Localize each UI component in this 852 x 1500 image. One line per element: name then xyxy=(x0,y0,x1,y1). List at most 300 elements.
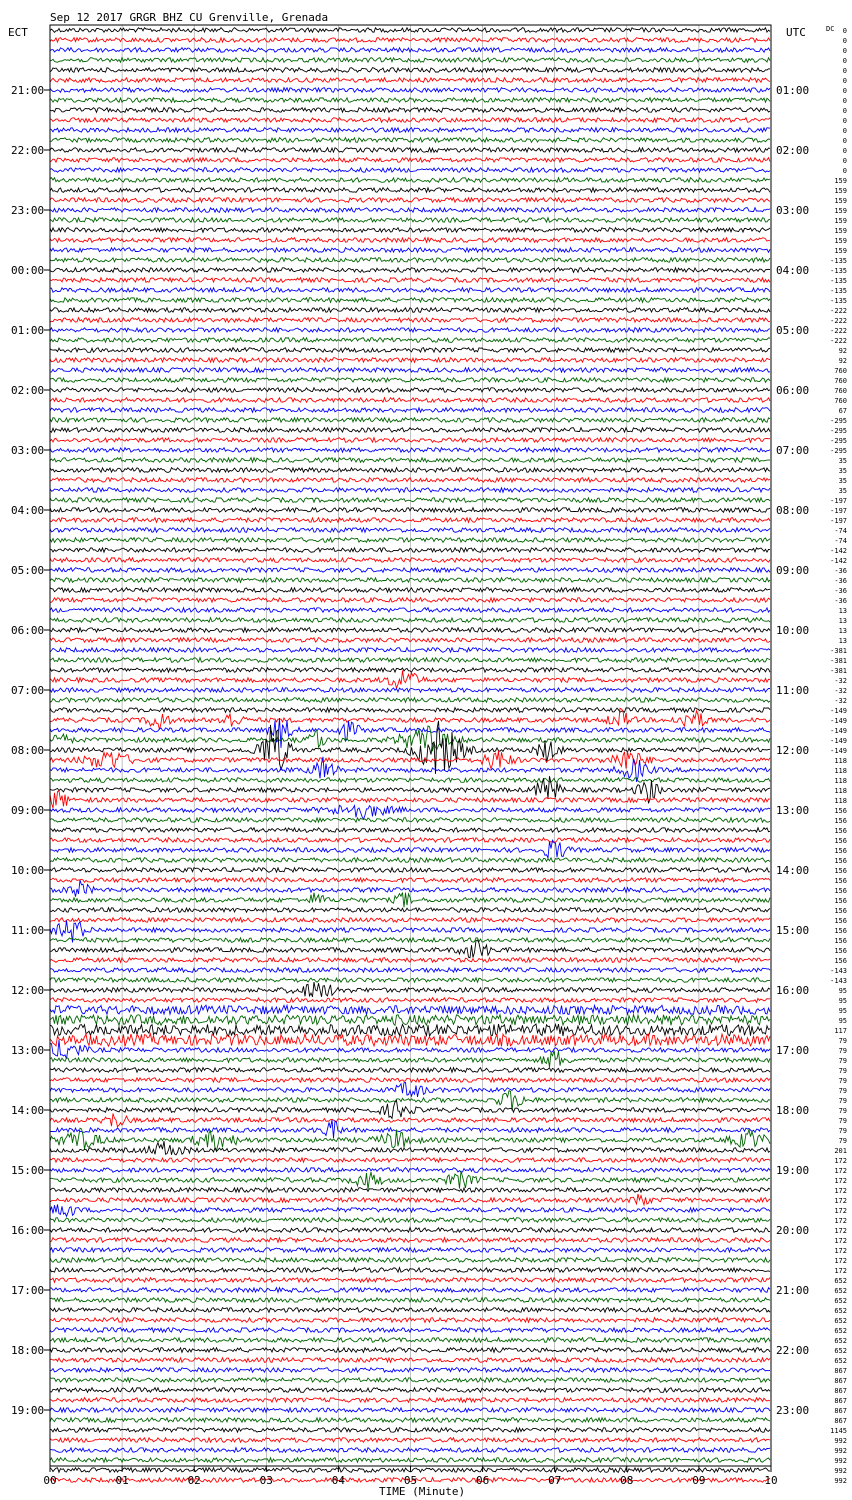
utc-hour-label: 02:00 xyxy=(776,144,810,157)
dc-offset-value: 79 xyxy=(838,1077,847,1085)
seismic-trace xyxy=(50,1338,770,1343)
seismic-trace xyxy=(50,958,770,963)
dc-offset-column xyxy=(830,27,847,1485)
dc-offset-value: 652 xyxy=(834,1357,847,1365)
seismic-trace xyxy=(50,488,770,493)
seismic-trace xyxy=(50,438,770,443)
seismic-trace xyxy=(50,982,770,997)
seismic-trace xyxy=(50,1368,770,1373)
dc-offset-value: -149 xyxy=(830,737,847,745)
dc-offset-value: 1145 xyxy=(830,1427,847,1435)
dc-offset-value: 867 xyxy=(834,1417,847,1425)
dc-offset-value: 652 xyxy=(834,1317,847,1325)
dc-offset-value: 156 xyxy=(834,897,847,905)
dc-offset-value: 156 xyxy=(834,827,847,835)
seismic-trace xyxy=(50,1288,770,1293)
dc-offset-value: -197 xyxy=(830,497,847,505)
dc-offset-value: 35 xyxy=(838,457,847,465)
seismic-trace xyxy=(50,908,770,913)
dc-offset-value: 867 xyxy=(834,1407,847,1415)
utc-hour-label: 15:00 xyxy=(776,924,810,937)
seismic-trace xyxy=(50,1120,770,1138)
dc-offset-value: -295 xyxy=(830,417,847,425)
seismic-trace xyxy=(50,998,770,1003)
dc-offset-value: 92 xyxy=(838,347,847,355)
dc-offset-value: 867 xyxy=(834,1377,847,1385)
dc-offset-value: 172 xyxy=(834,1237,847,1245)
dc-offset-value: -197 xyxy=(830,517,847,525)
dc-offset-value: 172 xyxy=(834,1247,847,1255)
seismic-trace xyxy=(50,568,770,573)
dc-offset-value: -149 xyxy=(830,747,847,755)
dc-offset-value: 992 xyxy=(834,1477,847,1485)
ect-hour-label: 16:00 xyxy=(11,1224,45,1237)
seismic-trace xyxy=(50,68,770,73)
dc-offset-value: 118 xyxy=(834,797,847,805)
dc-offset-value: -381 xyxy=(830,657,847,665)
seismic-trace xyxy=(50,328,770,333)
dc-offset-value: 159 xyxy=(834,197,847,205)
seismic-trace xyxy=(50,348,770,353)
dc-offset-value: -222 xyxy=(830,317,847,325)
ect-hour-label: 04:00 xyxy=(11,504,45,517)
seismic-trace xyxy=(50,938,770,943)
seismic-trace xyxy=(50,1318,770,1323)
seismic-trace xyxy=(50,308,770,313)
seismic-trace xyxy=(50,1218,770,1223)
dc-offset-header: DC xyxy=(826,25,835,33)
dc-offset-value: 0 xyxy=(842,137,847,145)
ect-hour-label: 19:00 xyxy=(11,1404,45,1417)
dc-offset-value: 79 xyxy=(838,1097,847,1105)
seismic-trace xyxy=(50,48,770,53)
dc-offset-value: 0 xyxy=(842,127,847,135)
dc-offset-value: 92 xyxy=(838,357,847,365)
x-tick-label: 09 xyxy=(692,1474,706,1487)
dc-offset-value: 118 xyxy=(834,757,847,765)
utc-hour-label: 19:00 xyxy=(776,1164,810,1177)
utc-hour-label: 10:00 xyxy=(776,624,810,637)
seismic-trace xyxy=(50,1158,770,1163)
dc-offset-value: -222 xyxy=(830,337,847,345)
seismic-trace xyxy=(50,268,770,273)
dc-offset-value: 760 xyxy=(834,397,847,405)
dc-offset-value: 0 xyxy=(842,117,847,125)
dc-offset-value: 156 xyxy=(834,927,847,935)
seismic-trace xyxy=(50,448,770,453)
x-tick-label: 08 xyxy=(620,1474,634,1487)
seismic-trace xyxy=(50,918,770,923)
seismic-trace xyxy=(50,1308,770,1313)
dc-offset-value: 0 xyxy=(842,167,847,175)
dc-offset-value: 0 xyxy=(842,47,847,55)
dc-offset-value: 867 xyxy=(834,1397,847,1405)
seismic-trace xyxy=(50,1298,770,1303)
right-timezone-label: UTC xyxy=(786,26,806,39)
ect-hour-label: 22:00 xyxy=(11,144,45,157)
dc-offset-value: 159 xyxy=(834,187,847,195)
seismic-trace xyxy=(50,388,770,393)
seismic-trace xyxy=(50,188,770,193)
dc-offset-value: -32 xyxy=(834,677,847,685)
dc-offset-value: 159 xyxy=(834,237,847,245)
utc-hour-label: 18:00 xyxy=(776,1104,810,1117)
utc-hour-label: 23:00 xyxy=(776,1404,810,1417)
dc-offset-value: 156 xyxy=(834,837,847,845)
seismic-trace xyxy=(50,538,770,543)
ect-hour-label: 14:00 xyxy=(11,1104,45,1117)
dc-offset-value: 156 xyxy=(834,947,847,955)
dc-offset-value: 35 xyxy=(838,477,847,485)
seismic-trace xyxy=(50,608,770,613)
seismic-trace xyxy=(50,1278,770,1283)
dc-offset-value: 118 xyxy=(834,767,847,775)
seismic-trace xyxy=(50,1438,770,1443)
dc-offset-value: 172 xyxy=(834,1227,847,1235)
seismic-trace xyxy=(50,1328,770,1333)
seismic-trace xyxy=(50,1428,770,1433)
ect-hour-label: 05:00 xyxy=(11,564,45,577)
dc-offset-value: 652 xyxy=(834,1307,847,1315)
dc-offset-value: -32 xyxy=(834,687,847,695)
utc-hour-label: 05:00 xyxy=(776,324,810,337)
seismic-trace xyxy=(50,168,770,173)
seismic-trace xyxy=(50,88,770,93)
utc-hour-label: 07:00 xyxy=(776,444,810,457)
dc-offset-value: 156 xyxy=(834,807,847,815)
seismic-trace xyxy=(50,1005,770,1015)
seismic-trace xyxy=(50,628,770,633)
ect-hour-label: 21:00 xyxy=(11,84,45,97)
seismic-trace xyxy=(50,28,770,33)
seismic-trace xyxy=(50,1448,770,1453)
seismic-trace xyxy=(50,418,770,423)
seismic-trace xyxy=(50,1228,770,1233)
dc-offset-value: -149 xyxy=(830,707,847,715)
dc-offset-value: -36 xyxy=(834,577,847,585)
dc-offset-value: -149 xyxy=(830,717,847,725)
dc-offset-value: 159 xyxy=(834,207,847,215)
dc-offset-value: 79 xyxy=(838,1127,847,1135)
ect-hour-label: 08:00 xyxy=(11,744,45,757)
seismic-trace xyxy=(50,38,770,43)
seismic-trace xyxy=(50,708,770,713)
seismic-trace xyxy=(50,138,770,143)
utc-hour-label: 04:00 xyxy=(776,264,810,277)
dc-offset-value: -135 xyxy=(830,267,847,275)
seismic-trace xyxy=(50,671,770,689)
dc-offset-value: 79 xyxy=(838,1047,847,1055)
seismic-trace xyxy=(50,698,770,703)
seismic-trace xyxy=(50,688,770,693)
dc-offset-value: 156 xyxy=(834,937,847,945)
ect-hour-label: 00:00 xyxy=(11,264,45,277)
seismic-trace xyxy=(50,238,770,243)
seismic-trace xyxy=(50,98,770,103)
utc-hour-label: 03:00 xyxy=(776,204,810,217)
dc-offset-value: 652 xyxy=(834,1287,847,1295)
dc-offset-value: 79 xyxy=(838,1057,847,1065)
seismic-trace xyxy=(50,726,770,751)
seismic-traces xyxy=(50,28,770,1483)
ect-hour-label: 03:00 xyxy=(11,444,45,457)
dc-offset-value: 159 xyxy=(834,247,847,255)
dc-offset-value: 992 xyxy=(834,1457,847,1465)
dc-offset-value: -135 xyxy=(830,257,847,265)
seismic-trace xyxy=(50,158,770,163)
seismic-trace xyxy=(50,718,770,748)
dc-offset-value: -32 xyxy=(834,697,847,705)
seismic-trace xyxy=(50,248,770,253)
seismic-trace xyxy=(50,1458,770,1463)
seismic-trace xyxy=(50,818,770,823)
dc-offset-value: 35 xyxy=(838,487,847,495)
seismic-trace xyxy=(50,1188,770,1193)
utc-hour-label: 06:00 xyxy=(776,384,810,397)
dc-offset-value: 156 xyxy=(834,817,847,825)
seismic-trace xyxy=(50,258,770,263)
seismic-trace xyxy=(50,428,770,433)
x-tick-label: 07 xyxy=(548,1474,562,1487)
ect-hour-label: 09:00 xyxy=(11,804,45,817)
chart-title: Sep 12 2017 GRGR BHZ CU Grenville, Grenada xyxy=(50,11,329,24)
dc-offset-value: 67 xyxy=(838,407,847,415)
dc-offset-value: 156 xyxy=(834,917,847,925)
ect-hour-label: 06:00 xyxy=(11,624,45,637)
seismic-trace xyxy=(50,338,770,343)
ect-hour-label: 11:00 xyxy=(11,924,45,937)
x-tick-label: 00 xyxy=(43,1474,57,1487)
seismic-trace xyxy=(50,468,770,473)
dc-offset-value: -143 xyxy=(830,967,847,975)
dc-offset-value: 117 xyxy=(834,1027,847,1035)
utc-hour-label: 01:00 xyxy=(776,84,810,97)
dc-offset-value: 0 xyxy=(842,97,847,105)
dc-offset-value: 156 xyxy=(834,957,847,965)
dc-offset-value: 760 xyxy=(834,387,847,395)
dc-offset-value: -142 xyxy=(830,547,847,555)
dc-offset-value: 0 xyxy=(842,107,847,115)
dc-offset-value: 867 xyxy=(834,1367,847,1375)
ect-hour-label: 07:00 xyxy=(11,684,45,697)
dc-offset-value: 652 xyxy=(834,1337,847,1345)
utc-hour-label: 08:00 xyxy=(776,504,810,517)
x-tick-label: 03 xyxy=(259,1474,273,1487)
dc-offset-value: 760 xyxy=(834,377,847,385)
ect-hour-label: 18:00 xyxy=(11,1344,45,1357)
ect-hour-label: 12:00 xyxy=(11,984,45,997)
seismic-trace xyxy=(50,648,770,653)
seismic-trace xyxy=(50,1171,770,1190)
seismic-trace xyxy=(50,1114,770,1127)
dc-offset-value: -197 xyxy=(830,507,847,515)
dc-offset-value: 992 xyxy=(834,1437,847,1445)
seismic-trace xyxy=(50,598,770,603)
dc-offset-value: 760 xyxy=(834,367,847,375)
seismic-trace xyxy=(50,1168,770,1173)
utc-hour-label: 14:00 xyxy=(776,864,810,877)
seismic-trace xyxy=(50,838,770,843)
seismic-trace xyxy=(50,1238,770,1243)
utc-hour-label: 09:00 xyxy=(776,564,810,577)
dc-offset-value: -135 xyxy=(830,297,847,305)
seismic-trace xyxy=(50,828,770,833)
dc-offset-value: 0 xyxy=(842,67,847,75)
seismic-trace xyxy=(50,1205,770,1217)
dc-offset-value: 172 xyxy=(834,1217,847,1225)
dc-offset-value: 0 xyxy=(842,77,847,85)
seismic-trace xyxy=(50,1068,770,1073)
seismic-trace xyxy=(50,178,770,183)
dc-offset-value: -142 xyxy=(830,557,847,565)
seismic-trace xyxy=(50,368,770,373)
seismic-trace xyxy=(50,58,770,63)
seismic-trace xyxy=(50,118,770,123)
seismic-trace xyxy=(50,148,770,153)
dc-offset-value: 79 xyxy=(838,1037,847,1045)
seismic-trace xyxy=(50,108,770,113)
seismic-trace xyxy=(50,1418,770,1423)
utc-hour-label: 22:00 xyxy=(776,1344,810,1357)
seismic-trace xyxy=(50,1034,770,1047)
dc-offset-value: 172 xyxy=(834,1187,847,1195)
seismic-trace xyxy=(50,658,770,663)
seismic-trace xyxy=(50,893,770,908)
ect-hour-label: 23:00 xyxy=(11,204,45,217)
utc-hour-label: 21:00 xyxy=(776,1284,810,1297)
seismic-trace xyxy=(50,298,770,303)
seismic-trace xyxy=(50,858,770,863)
dc-offset-value: 992 xyxy=(834,1467,847,1475)
dc-offset-value: 13 xyxy=(838,637,847,645)
dc-offset-value: 201 xyxy=(834,1147,847,1155)
dc-offset-value: 172 xyxy=(834,1157,847,1165)
seismic-trace xyxy=(50,880,770,897)
dc-offset-value: 0 xyxy=(842,157,847,165)
dc-offset-value: 652 xyxy=(834,1277,847,1285)
dc-offset-value: 159 xyxy=(834,177,847,185)
dc-offset-value: -143 xyxy=(830,977,847,985)
seismic-trace xyxy=(50,318,770,323)
utc-hour-label: 11:00 xyxy=(776,684,810,697)
seismic-trace xyxy=(50,378,770,383)
seismic-trace xyxy=(50,778,770,783)
dc-offset-value: 95 xyxy=(838,1007,847,1015)
seismic-trace xyxy=(50,618,770,623)
dc-offset-value: 79 xyxy=(838,1117,847,1125)
dc-offset-value: 95 xyxy=(838,997,847,1005)
dc-offset-value: 0 xyxy=(842,27,847,35)
dc-offset-value: 35 xyxy=(838,467,847,475)
seismic-trace xyxy=(50,288,770,293)
seismic-trace xyxy=(50,228,770,233)
seismic-trace xyxy=(50,1358,770,1363)
dc-offset-value: 0 xyxy=(842,87,847,95)
seismic-trace xyxy=(50,791,770,808)
ect-hour-label: 17:00 xyxy=(11,1284,45,1297)
seismic-trace xyxy=(50,588,770,593)
dc-offset-value: 13 xyxy=(838,617,847,625)
seismic-trace xyxy=(50,198,770,203)
dc-offset-value: 156 xyxy=(834,857,847,865)
dc-offset-value: -381 xyxy=(830,667,847,675)
seismic-trace xyxy=(50,78,770,83)
ect-hour-label: 13:00 xyxy=(11,1044,45,1057)
x-tick-label: 04 xyxy=(331,1474,346,1487)
dc-offset-value: 172 xyxy=(834,1177,847,1185)
seismic-trace xyxy=(50,878,770,883)
seismic-trace xyxy=(50,1348,770,1353)
dc-offset-value: 867 xyxy=(834,1387,847,1395)
dc-offset-value: 0 xyxy=(842,37,847,45)
dc-offset-value: 79 xyxy=(838,1137,847,1145)
x-tick-label: 02 xyxy=(187,1474,201,1487)
seismic-trace xyxy=(50,940,770,958)
dc-offset-value: 159 xyxy=(834,227,847,235)
utc-hour-label: 13:00 xyxy=(776,804,810,817)
dc-offset-value: 652 xyxy=(834,1327,847,1335)
dc-offset-value: 172 xyxy=(834,1197,847,1205)
dc-offset-value: -295 xyxy=(830,427,847,435)
dc-offset-value: -36 xyxy=(834,587,847,595)
dc-offset-value: 95 xyxy=(838,987,847,995)
seismic-trace xyxy=(50,508,770,513)
dc-offset-value: 0 xyxy=(842,57,847,65)
dc-offset-value: 156 xyxy=(834,907,847,915)
seismic-trace xyxy=(50,1258,770,1263)
x-tick-label: 01 xyxy=(115,1474,129,1487)
seismic-trace xyxy=(50,1194,770,1205)
dc-offset-value: 79 xyxy=(838,1087,847,1095)
seismic-trace xyxy=(50,208,770,213)
dc-offset-value: 118 xyxy=(834,777,847,785)
seismic-trace xyxy=(50,1051,770,1067)
dc-offset-value: 172 xyxy=(834,1257,847,1265)
seismic-trace xyxy=(50,1268,770,1273)
dc-offset-value: -135 xyxy=(830,277,847,285)
seismic-trace xyxy=(50,978,770,983)
seismic-trace xyxy=(50,1091,770,1111)
seismic-trace xyxy=(50,548,770,553)
dc-offset-value: 172 xyxy=(834,1267,847,1275)
seismic-trace xyxy=(50,408,770,413)
dc-offset-value: -74 xyxy=(834,527,847,535)
seismic-trace xyxy=(50,1398,770,1403)
dc-offset-value: 13 xyxy=(838,627,847,635)
dc-offset-value: 172 xyxy=(834,1207,847,1215)
dc-offset-value: 159 xyxy=(834,217,847,225)
seismic-trace xyxy=(50,1024,770,1036)
seismic-trace xyxy=(50,478,770,483)
ect-hour-label: 15:00 xyxy=(11,1164,45,1177)
seismic-trace xyxy=(50,578,770,583)
seismic-trace xyxy=(50,278,770,283)
utc-hour-label: 16:00 xyxy=(776,984,810,997)
dc-offset-value: -222 xyxy=(830,307,847,315)
seismic-trace xyxy=(50,1015,770,1026)
ect-hour-label: 01:00 xyxy=(11,324,45,337)
seismic-trace xyxy=(50,805,770,819)
dc-offset-value: 156 xyxy=(834,877,847,885)
seismic-trace xyxy=(50,1078,770,1083)
utc-hour-label: 20:00 xyxy=(776,1224,810,1237)
seismic-trace xyxy=(50,1378,770,1383)
seismic-trace xyxy=(50,638,770,643)
dc-offset-value: 156 xyxy=(834,887,847,895)
dc-offset-value: 95 xyxy=(838,1017,847,1025)
seismic-trace xyxy=(50,1082,770,1097)
dc-offset-value: -295 xyxy=(830,447,847,455)
